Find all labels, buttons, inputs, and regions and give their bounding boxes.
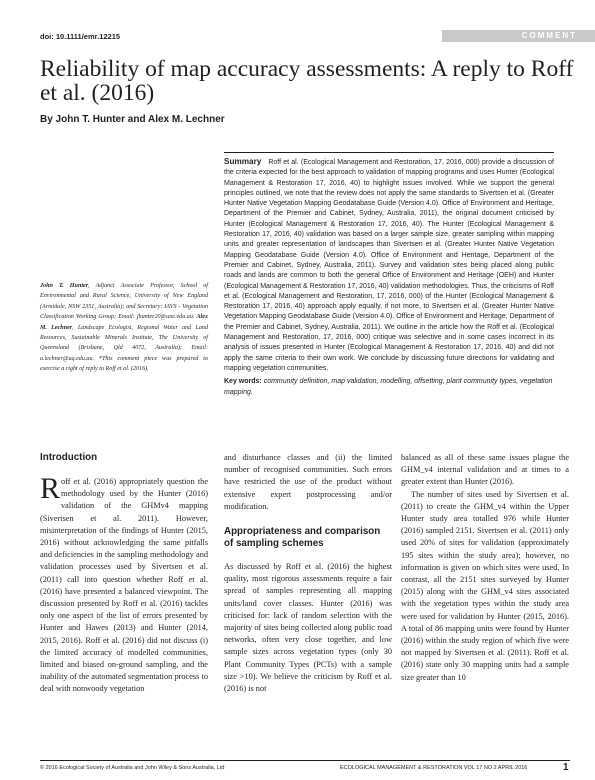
keywords-text: community definition, map validation, modelling, offsetting, plant community types, vegetation mapping. xyxy=(224,378,553,396)
author2-name: Alex M. Lechner xyxy=(40,314,208,331)
page-footer xyxy=(40,760,570,773)
body-column-1 xyxy=(40,452,208,696)
page-number: 1 xyxy=(563,762,569,773)
abstract-summary xyxy=(224,157,554,374)
intro-paragraph xyxy=(40,472,208,696)
summary-heading: Summary xyxy=(224,157,262,166)
body-column-3 xyxy=(401,452,569,684)
body-paragraph: The number of sites used by Sivertsen et al. (2011) to create the GHM_v4 within the Upper Hunter study area totalled 976 while Hunter (2016) sampled 2151. Sivertsen et al. (2011) only used 20% of sites for validation (approximately 195 sites within the study area); however, no information is given on which sites were used. In contrast, all the 2151 sites surveyed by Hunter (2015) along with the GHM_v4 sites associated with the vegetation types within the study area were used for validation by Hunter (2015, 2016). A total of 86 mapping units were found by Hunter (2016) within the study region of which five were not mapped by Sivertsen et al. (2011). Roff et al. (2016) state only 30 mapping units had a sample size greater than 10 xyxy=(401,489,569,682)
body-column-2 xyxy=(224,452,392,695)
author-affiliations xyxy=(40,281,208,375)
intro-heading: Introduction xyxy=(40,452,98,463)
body-paragraph: balanced as all of these same issues plague the GHM_v4 internal validation and at times to a greater extent than Hunter (2016). xyxy=(401,453,569,487)
author1-affiliation: , Adjunct Associate Professor, School of Environmental and Rural Science, University of New England (Armidale, NSW 2351, Australia); and Secretary: IAVS - Vegetation Classification Working Group; Email: jhunter20@une.edu.au. xyxy=(40,283,208,321)
section-band xyxy=(442,30,595,42)
section-label: COMMENT xyxy=(521,31,577,40)
body-paragraph: As discussed by Roff et al. (2016) the highest quality, most rigorous assessments require a fair spread of samples representing all mapping units/land cover classes. Hunter (2016) was criticised for: lack of random selection with the majority of sites being collected along public road networks, often very close together, and low sample sizes across vegetation types (only 30 Plant Community Types (PCTs) with a sample size >10). We believe the criticism by Roff et al. (2016) is not xyxy=(224,562,392,694)
keywords-line xyxy=(224,377,554,398)
author1-name: John T. Hunter xyxy=(40,283,89,289)
summary-text: Roff et al. (Ecological Management and Restoration, 17, 2016, 000) provide a discussion of the criteria expected for the best approach to validation of mapping programs and uses Hunter (Ecological Management & Restoration 17, 2016, 40) to highlight issues involved. While we support the general principles outlined, we note that the review does not apply the same standards to Sivertsen et al. (Greater Hunter Native Vegetation Mapping Geodatabase Guide (Version 4.0). Office of Environment and Heritage, Department of the Premier and Cabinet, Sydney, Australia, 2011), the original document criticised by Hunter (Ecological Management & Restoration 17, 2016, 40). The Hunter (Ecological Management & Restoration 17, 2016, 40) validation was based on a larger sample size, greater sampling within mapping units and greater representation of landscapes than Sivertsen et al. (Greater Hunter Native Vegetation Mapping Geodatabase Guide (Version 4.0). Office of Environment and Heritage, Department of the Premier and Cabinet, Sydney, Australia, 2011). Survey and validation sites being placed along public roads and lands are common to both the general Office of Environment and Heritage (OEH) and Hunter (Ecological Management & Restoration 17, 2016, 40) validation methodologies. Thus, the criticisms of Roff et al. (Ecological Management and Restoration, 17, 2016, 000) of the Hunter (Ecological Management & Restoration 17, 2016, 40) approach apply equally, if not more, to Sivertsen et al. (Greater Hunter Native Vegetation Mapping Geodatabase Guide (Version 4.0). Office of Environment and Heritage, Department of the Premier and Cabinet, Sydney, Australia, 2011). We outline in the article how the Roff et al. (Ecological Management and Restoration, 17, 2016, 000) critique was selective and in some cases incorrect in its analysis of issues presented in Hunter (Ecological Management & Restoration 17, 2016, 40) and did not apply the same criteria to their own work. We conclude by discussing future directions for validating and mapping vegetation communities. xyxy=(224,159,554,372)
article-title: Reliability of map accuracy assessments: A reply to Roff et al. (2016) xyxy=(40,56,574,106)
intro-paragraph-text: off et al. (2016) appropriately question the methodology used by the Hunter (2016) validation of the GHMv4 mapping (Sivertsen et al. 2011). However, misinterpretation of the findings of Hunter (2015, 2016) without acknowledging the same pitfalls and deficiencies in the sampling methodology and validation processes used by Sivertsen et al. (2011) call into question whether Roff et al. (2016) have presented a balanced viewpoint. The discussion presented by Roff et al. (2016) tackles only one aspect of the list of errors presented by Hunter and Hawes (2013) and Hunter (2014, 2015, 2016). Roff et al. (2016) did not discuss (i) the limited accuracy of modelled communities, limited and biased on-ground sampling, and the inability of the automated segmentation process to deal with nonwoody vegetation xyxy=(40,477,208,694)
body-paragraph: and disturbance classes and (ii) the limited number of recognised communities. Such errors have restricted the use of the product without extensive expert postprocessing and/or modification. xyxy=(224,453,392,511)
doi-label: doi: 10.1111/emr.12215 xyxy=(40,32,121,41)
footer-journal: ECOLOGICAL MANAGEMENT & RESTORATION VOL 17 NO 2 APRIL 2016 xyxy=(340,765,528,771)
section-heading: Appropriateness and comparison of sampling schemes xyxy=(224,526,381,550)
keywords-label: Key words: xyxy=(224,378,262,386)
drop-cap: R xyxy=(40,472,61,505)
abstract-block xyxy=(224,152,554,398)
footer-copyright: © 2016 Ecological Society of Australia and John Wiley & Sons Australia, Ltd xyxy=(40,765,225,771)
author2-affiliation: , Landscape Ecologist, Regional Water and Land Resources, Sustainable Minerals Institute, The University of Queensland (Brisbane, Qld 4072, Australia); Email: a.lechner@uq.edu.au. *This comment piece was prepared to exercise a right of reply to Roff et al. (2016). xyxy=(40,324,208,373)
author-byline: By John T. Hunter and Alex M. Lechner xyxy=(40,114,225,125)
